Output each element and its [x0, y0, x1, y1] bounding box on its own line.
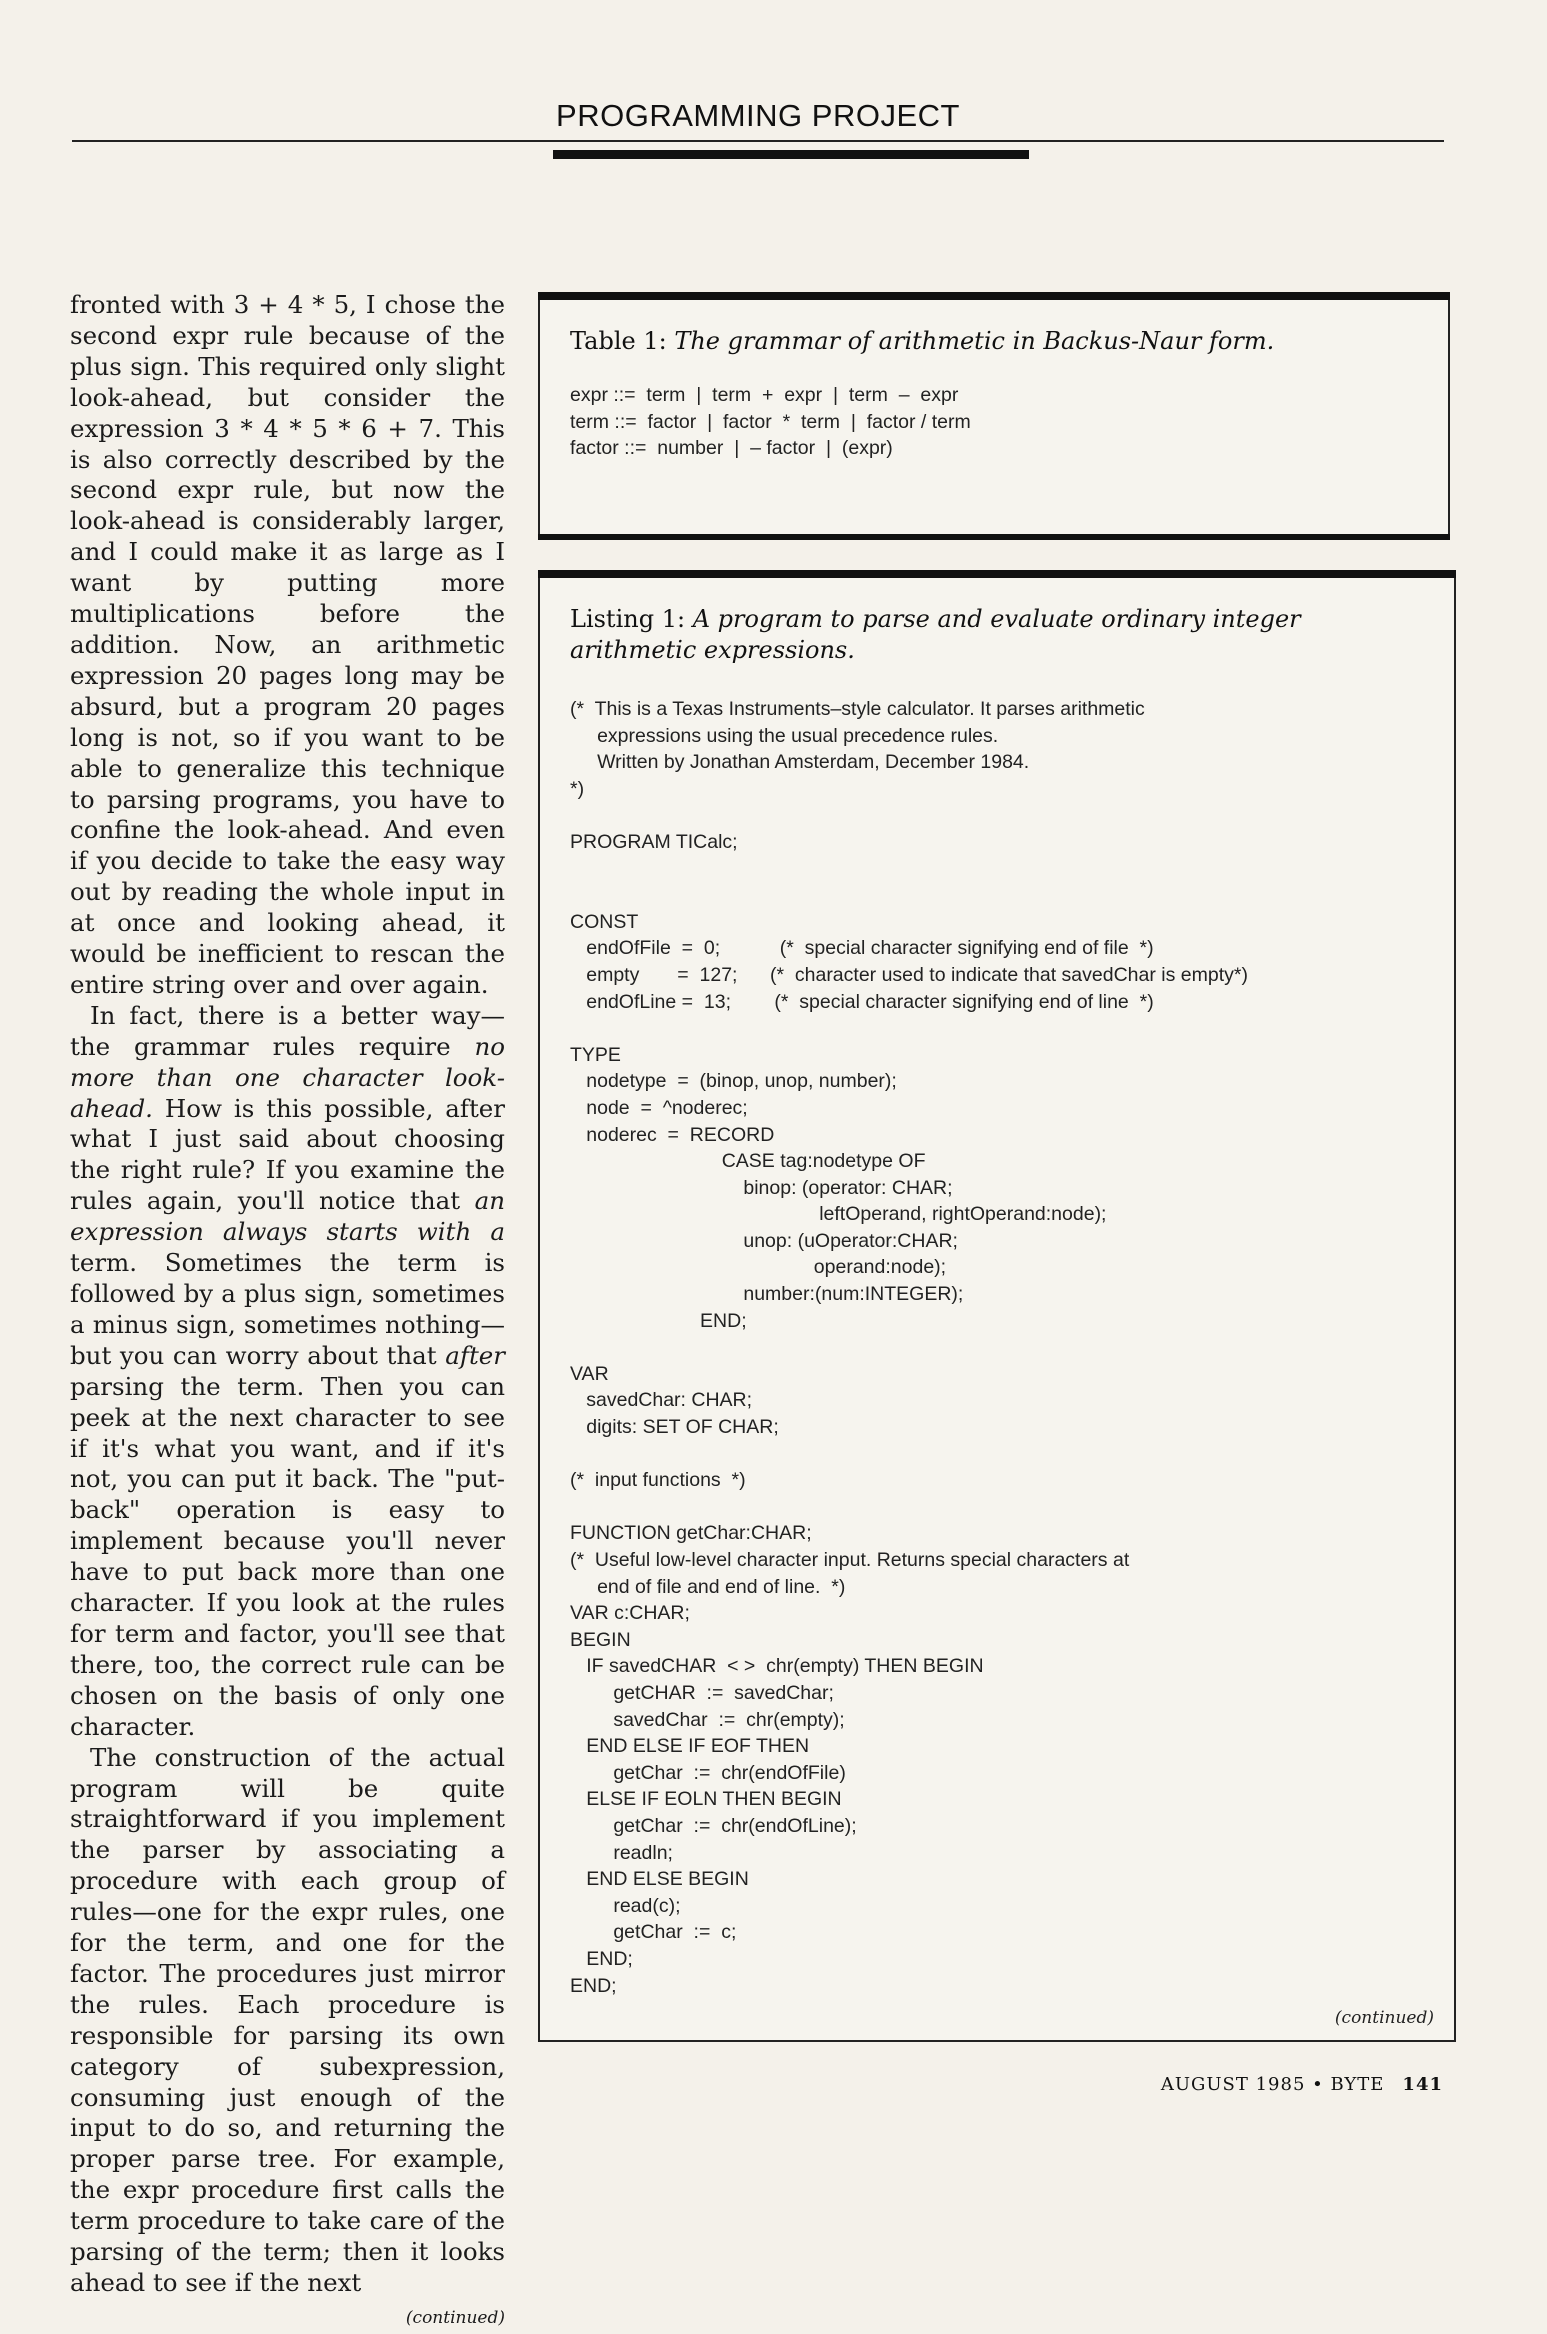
code-line: empty = 127; (* character used to indicate that savedChar is empty*)	[570, 963, 1248, 986]
paragraph-2	[70, 1001, 505, 1743]
code-line: END;	[570, 1309, 747, 1332]
listing-caption-text: A program to parse and evaluate ordinary integer arithmetic expressions.	[570, 605, 1301, 664]
code-line: END ELSE BEGIN	[570, 1868, 749, 1891]
grammar-rules	[570, 382, 971, 462]
code-line: digits: SET OF CHAR;	[570, 1416, 779, 1439]
emphasis: an expression always starts with a	[70, 1186, 505, 1247]
code-line: expressions using the usual precedence rules.	[570, 724, 999, 747]
code-line	[570, 882, 1248, 909]
box-top-bar	[538, 570, 1456, 578]
text-run: In fact, there is a better way—the grammar rules require	[70, 1000, 505, 1061]
code-line: END;	[570, 1974, 617, 1997]
code-line: CASE tag:nodetype OF	[570, 1150, 926, 1173]
code-line: end of file and end of line. *)	[570, 1575, 846, 1598]
code-line: (* This is a Texas Instruments–style calculator. It parses arithmetic	[570, 698, 1145, 720]
box-top-bar	[538, 292, 1450, 300]
section-title: PROGRAMMING PROJECT	[556, 98, 960, 133]
issue-line: AUGUST 1985 • BYTE	[1160, 2074, 1385, 2095]
code-line: VAR c:CHAR;	[570, 1602, 690, 1625]
code-line	[570, 856, 1248, 883]
code-line: TYPE	[570, 1043, 621, 1066]
code-line: ELSE IF EOLN THEN BEGIN	[570, 1788, 842, 1811]
table-label: Table 1:	[570, 327, 667, 355]
code-line: getChar := c;	[570, 1921, 737, 1944]
header-bar	[553, 150, 1029, 159]
listing-label: Listing 1:	[570, 605, 686, 633]
continued-note: (continued)	[405, 2307, 505, 2328]
code-line: leftOperand, rightOperand:node);	[570, 1203, 1107, 1226]
header-rule	[72, 140, 1444, 142]
code-line: savedChar := chr(empty);	[570, 1708, 845, 1731]
grammar-rule: factor ::= number | – factor | (expr)	[570, 437, 893, 459]
code-line: Written by Jonathan Amsterdam, December 1984.	[570, 751, 1030, 774]
text-run: How is this possible, after what I just said about choosing the right rule? If you examine the rules again, you'll notice that	[70, 1093, 505, 1216]
code-line: END ELSE IF EOF THEN	[570, 1735, 810, 1758]
text-run: parsing the term. Then you can peek at the next character to see if it's what you want, and if it's not, you can put it back. The "put-back" operation is easy to implement because you'll never have to put back more than one character. If you look at the rules for term and factor, you'll see that there, too, the correct rule can be chosen on the basis of only one character.	[70, 1371, 505, 1741]
code-line: endOfLine = 13; (* special character signifying end of line *)	[570, 990, 1154, 1013]
grammar-rule: term ::= factor | factor * term | factor / term	[570, 410, 971, 433]
code-line: savedChar: CHAR;	[570, 1389, 753, 1412]
paragraph-1: fronted with 3 + 4 * 5, I chose the second expr rule because of the plus sign. This required only slight look-ahead, but consider the expression 3 * 4 * 5 * 6 + 7. This is also correctly described by the second expr rule, but now the look-ahead is considerably larger, and I could make it as large as I want by putting more multiplications before the addition. Now, an arithmetic expression 20 pages long may be absurd, but a program 20 pages long is not, so if you want to be able to generalize this technique to parsing programs, you have to confine the look-ahead. And even if you decide to take the easy way out by reading the whole input in at once and looking ahead, it would be inefficient to rescan the entire string over and over again.	[70, 290, 505, 999]
code-line: BEGIN	[570, 1628, 631, 1651]
code-line	[570, 1494, 1248, 1521]
page-number: 141	[1402, 2074, 1443, 2095]
grammar-rule: expr ::= term | term + expr | term – expr	[570, 384, 959, 406]
code-line	[570, 1334, 1248, 1361]
listing-1-box	[538, 576, 1456, 2042]
emphasis: no more than one character look-ahead.	[70, 1031, 505, 1123]
code-line: nodetype = (binop, unop, number);	[570, 1070, 897, 1093]
table-caption-text: The grammar of arithmetic in Backus-Naur form.	[674, 327, 1275, 355]
table-1-box	[538, 298, 1450, 536]
continued-note: (continued)	[1334, 2008, 1434, 2028]
body-column	[70, 290, 505, 2334]
code-line: VAR	[570, 1362, 609, 1385]
box-bottom-bar	[538, 534, 1450, 540]
code-line: endOfFile = 0; (* special character signifying end of file *)	[570, 937, 1154, 960]
code-line: CONST	[570, 910, 639, 933]
code-line: FUNCTION getChar:CHAR;	[570, 1522, 812, 1545]
text-run: term. Sometimes the term is followed by a plus sign, sometimes a minus sign, sometimes nothing—but you can worry about that	[70, 1248, 505, 1370]
code-line: getChar := chr(endOfLine);	[570, 1814, 857, 1837]
code-line: (* Useful low-level character input. Returns special characters at	[570, 1549, 1130, 1571]
code-line: number:(num:INTEGER);	[570, 1283, 964, 1306]
code-line: noderec = RECORD	[570, 1123, 775, 1146]
code-listing	[570, 696, 1248, 1999]
code-line: unop: (uOperator:CHAR;	[570, 1229, 958, 1252]
emphasis: after	[445, 1340, 505, 1370]
code-line: *)	[570, 777, 585, 800]
code-line: read(c);	[570, 1894, 681, 1917]
paragraph-3: The construction of the actual program will be quite straightforward if you implement the parser by associating a procedure with each group of rules—one for the expr rules, one for the term, and one for the factor. The procedures just mirror the rules. Each procedure is responsible for parsing its own category of subexpression, consuming just enough of the input to do so, and returning the proper parse tree. For example, the expr procedure first calls the term procedure to take care of the parsing of the term; then it looks ahead to see if the next	[70, 1742, 505, 2297]
code-line: PROGRAM TICalc;	[570, 830, 738, 853]
page-footer	[1161, 2074, 1443, 2095]
code-line: operand:node);	[570, 1256, 947, 1279]
code-line	[570, 802, 1248, 829]
code-line: END;	[570, 1947, 633, 1970]
code-line	[570, 1441, 1248, 1468]
code-line: binop: (operator: CHAR;	[570, 1176, 953, 1199]
code-line: IF savedCHAR < > chr(empty) THEN BEGIN	[570, 1655, 984, 1678]
table-1-caption	[570, 326, 1274, 357]
code-line: (* input functions *)	[570, 1469, 746, 1492]
code-line: getCHAR := savedChar;	[570, 1681, 834, 1704]
code-line: node = ^noderec;	[570, 1096, 748, 1119]
code-line: readln;	[570, 1841, 673, 1864]
code-line: getChar := chr(endOfFile)	[570, 1761, 846, 1784]
listing-1-caption	[570, 604, 1370, 666]
code-line	[570, 1015, 1248, 1042]
